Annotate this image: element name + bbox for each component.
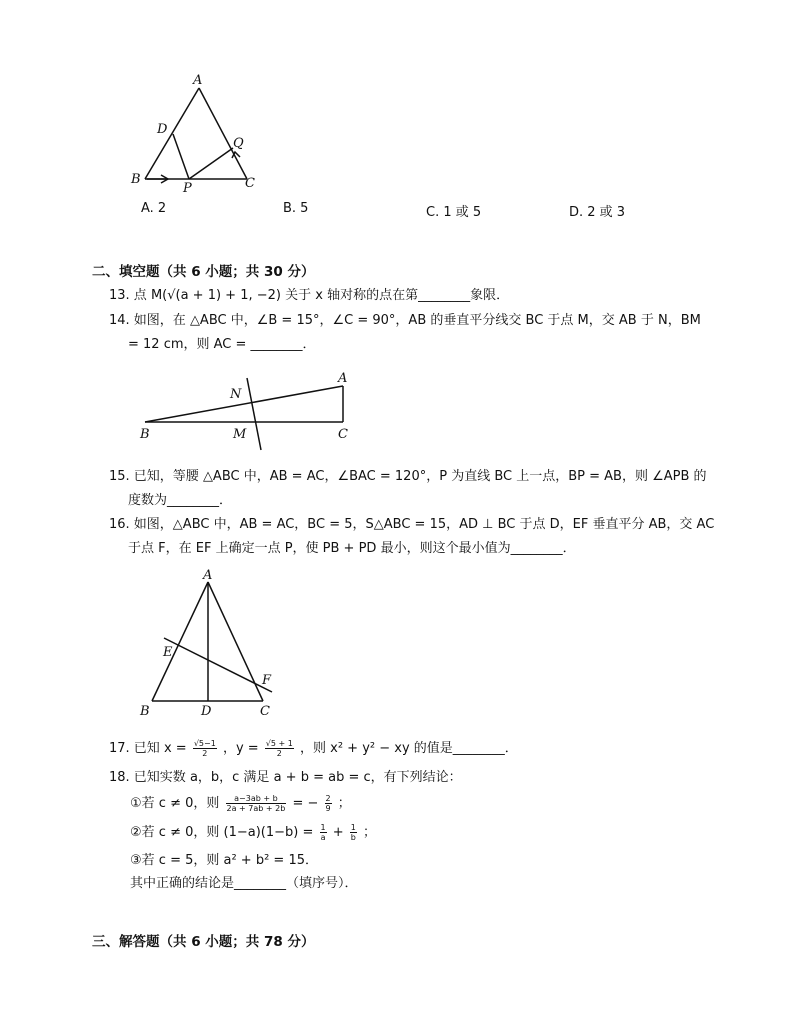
q18-s1-prefix: ①若 c ≠ 0，则: [130, 796, 220, 811]
label-b2: B: [140, 427, 150, 442]
q18-s1-end: ；: [337, 796, 351, 811]
label-c2: C: [338, 427, 348, 442]
q18-s2-f1-num: 1: [320, 823, 326, 832]
q18-s1-rnum: 2: [325, 794, 331, 803]
q18-s2-f2-num: 1: [350, 823, 356, 832]
label-a2: A: [338, 371, 348, 386]
section-title-fill-in: 二、填空题（共 6 小题；共 30 分）: [92, 264, 315, 280]
q17-prefix: 17. 已知 x =: [109, 741, 187, 756]
question-14-line2: = 12 cm，则 AC = ________．: [128, 337, 316, 352]
q17-mid: ，y =: [222, 741, 259, 756]
label-d3: D: [201, 704, 212, 719]
q17-x-fraction: [193, 739, 217, 758]
figure-isosceles-triangle: [135, 566, 280, 721]
q17-y-num: √5 + 1: [265, 739, 293, 748]
q18-s1-num: a−3ab + b: [226, 794, 287, 804]
label-c: C: [245, 176, 255, 191]
label-c3: C: [260, 704, 270, 719]
q18-s2-prefix: ②若 c ≠ 0，则 (1−a)(1−b) =: [130, 825, 314, 840]
q17-y-den: 2: [276, 749, 282, 758]
q18-s2-f1-den: a: [320, 833, 326, 842]
question-18-statement-1: [130, 793, 351, 815]
label-b3: B: [140, 704, 150, 719]
q18-s1-fraction: [226, 794, 287, 813]
question-14-line1: 14. 如图，在 △ABC 中，∠B = 15°，∠C = 90°，AB 的垂直平分线交 BC 于点 M，交 AB 于 N，BM: [109, 313, 701, 328]
q18-s1-suffix: = −: [292, 796, 319, 811]
q17-suffix: ，则 x² + y² − xy 的值是________．: [300, 741, 518, 756]
q18-s1-den: 2a + 7ab + 2b: [226, 804, 286, 813]
q18-s2-plus: +: [332, 825, 344, 840]
figure-right-triangle-bisector: [135, 368, 360, 458]
q18-s2-end: ；: [363, 825, 377, 840]
q18-s1-rden: 9: [325, 804, 331, 813]
option-b: B. 5: [283, 201, 309, 216]
label-m: M: [233, 427, 247, 442]
question-18-statement-3: ③若 c = 5，则 a² + b² = 15．: [130, 853, 318, 868]
label-e: E: [163, 645, 173, 660]
label-d: D: [157, 122, 168, 137]
label-a: A: [193, 73, 203, 88]
question-18-statement-2: [130, 822, 376, 844]
figure-triangle-dpq: [125, 68, 270, 196]
question-18-conclusion: 其中正确的结论是________（填序号）．: [130, 876, 358, 891]
question-15-line2: 度数为________．: [128, 493, 233, 508]
question-15-line1: 15. 已知，等腰 △ABC 中，AB = AC，∠BAC = 120°，P 为直线 BC 上一点，BP = AB，则 ∠APB 的: [109, 469, 707, 484]
label-f: F: [262, 673, 272, 688]
section-title-answers: 三、解答题（共 6 小题；共 78 分）: [92, 934, 315, 950]
option-c: C. 1 或 5: [426, 205, 482, 220]
question-16-line2: 于点 F，在 EF 上确定一点 P，使 PB + PD 最小，则这个最小值为________．: [128, 541, 576, 556]
q18-s2-f1: [320, 823, 327, 842]
q17-x-den: 2: [202, 749, 208, 758]
label-p: P: [183, 181, 192, 196]
q18-s1-rfraction: [325, 794, 332, 813]
label-q: Q: [233, 136, 244, 151]
question-17: [109, 738, 518, 760]
option-d: D. 2 或 3: [569, 205, 626, 220]
question-13: 13. 点 M(√(a + 1) + 1, −2) 关于 x 轴对称的点在第________象限．: [109, 288, 510, 303]
question-18-intro: 18. 已知实数 a，b，c 满足 a + b = ab = c，有下列结论：: [109, 770, 462, 785]
label-b: B: [131, 172, 141, 187]
label-a3: A: [203, 568, 213, 583]
option-a: A. 2: [141, 201, 167, 216]
q18-s2-f2-den: b: [350, 833, 356, 842]
q17-y-fraction: [265, 739, 294, 758]
q17-x-num: √5−1: [193, 739, 216, 748]
question-16-line1: 16. 如图，△ABC 中，AB = AC，BC = 5，S△ABC = 15，AD ⊥ BC 于点 D，EF 垂直平分 AB，交 AC: [109, 517, 715, 532]
q18-s2-f2: [350, 823, 357, 842]
label-n: N: [230, 387, 242, 402]
